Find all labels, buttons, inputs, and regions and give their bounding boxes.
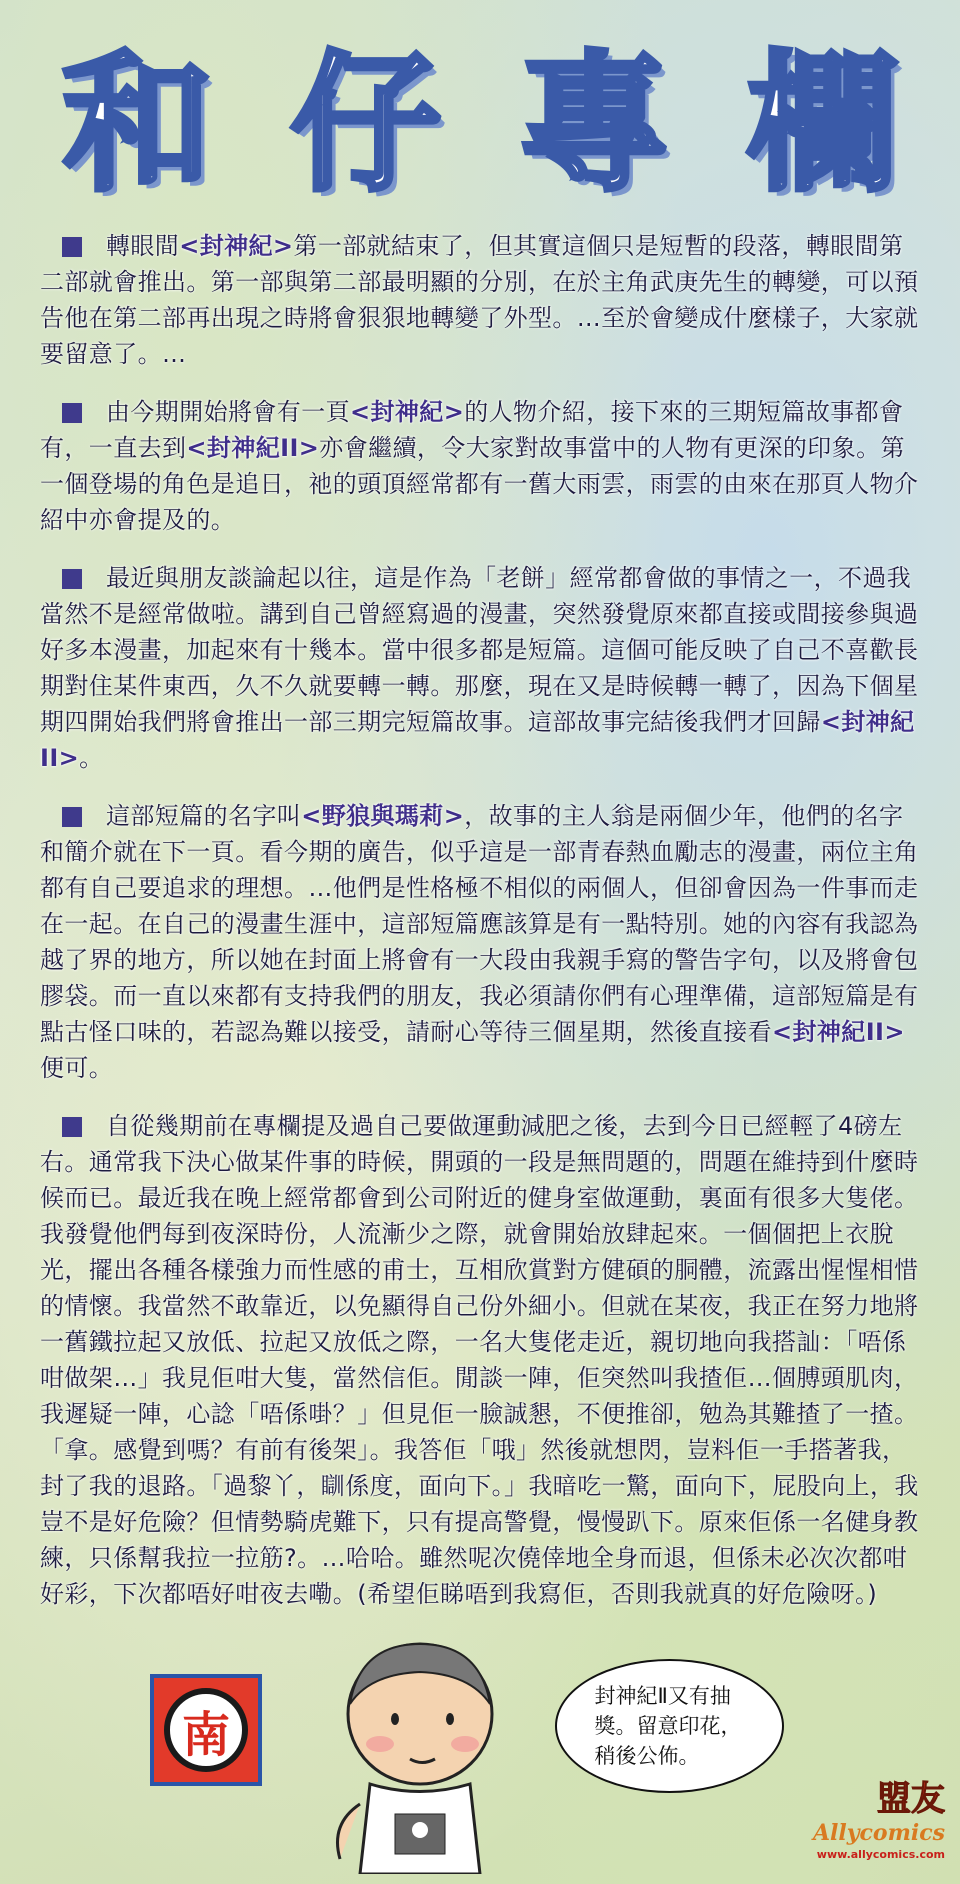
bullet-square-icon	[62, 237, 82, 257]
paragraph-text: 最近與朋友談論起以往，這是作為「老餅」經常都會做的事情之一，不過我當然不是經常做啦。講到自己曾經寫過的漫畫，突然發覺原來都直接或間接參與過好多本漫畫，加起來有十幾本。當中很多都是短篇。這個可能反映了自己不喜歡長期對住某件東西，久不久就要轉一轉。那麼，現在又是時候轉一轉了，因為下個星期四開始我們將會推出一部三期完短篇故事。這部故事完結後我們才回歸	[40, 564, 919, 736]
stamp-glyph: 南	[181, 1706, 230, 1763]
paragraph-text: 由今期開始將會有一頁	[106, 398, 350, 426]
publisher-stamp-logo	[150, 1674, 262, 1786]
column-title	[30, 40, 930, 210]
paragraph-5	[40, 1108, 920, 1612]
title-reference: <封神紀>	[179, 232, 294, 260]
speech-bubble-text: 封神紀Ⅱ又有抽獎。留意印花，稍後公佈。	[594, 1684, 742, 1768]
paragraph-text: 的人物介紹，接下來的三期短篇故事都會有，一直去到	[40, 398, 904, 462]
paragraph-3	[40, 560, 920, 776]
stamp-ring	[164, 1688, 248, 1772]
brand-url: www.allycomics.com	[816, 1848, 945, 1861]
title-reference: <封神紀II>	[772, 1018, 905, 1046]
paragraph-text: 自從幾期前在專欄提及過自己要做運動減肥之後，去到今日已經輕了4磅左右。通常我下決心做某件事的時候，開頭的一段是無問題的，問題在維持到什麼時候而已。最近我在晚上經常都會到公司附近的健身室做運動，裏面有很多大隻佬。我發覺他們每到夜深時份，人流漸少之際，就會開始放肆起來。一個個把上衣脫光，擺出各種各樣強力而性感的甫士，互相欣賞對方健碩的胴體，流露出惺惺相惜的情懷。我當然不敢靠近，以免顯得自己份外細小。但就在某夜，我正在努力地將一舊鐵拉起又放低、拉起又放低之際，一名大隻佬走近，親切地向我搭訕：「唔係咁做架…」我見佢咁大隻，當然信佢。閒談一陣，佢突然叫我揸佢…個膊頭肌肉，我遲疑一陣，心諗「唔係啩？」但見佢一臉誠懇，不便推卻，勉為其難揸了一揸。「拿。感覺到嗎？有前有後架」。我答佢「哦」然後就想閃，豈料佢一手搭著我，封了我的退路。「過黎丫，瞓係度，面向下。」我暗吃一驚，面向下，屁股向上，我豈不是好危險？但情勢騎虎難下，只有提高警覺，慢慢趴下。原來佢係一名健身教練，只係幫我拉一拉筋?。…哈哈。雖然呢次僥倖地全身而退，但係未必次次都咁好彩，下次都唔好咁夜去嘞。(希望佢睇唔到我寫佢，否則我就真的好危險呀。)	[40, 1112, 919, 1608]
bullet-square-icon	[62, 1117, 82, 1137]
paragraph-text: 第一部就結束了，但其實這個只是短暫的段落，轉眼間第二部就會推出。第一部與第二部最明顯的分別，在於主角武庚先生的轉變，可以預告他在第二部再出現之時將會狠狠地轉變了外型。…至於會變成什麼樣子，大家就要留意了。…	[40, 232, 919, 368]
brand-en: Allycomics	[812, 1820, 945, 1846]
paragraph-text: 亦會繼續，令大家對故事當中的人物有更深的印象。第一個登場的角色是追日，祂的頭頂經常都有一舊大雨雲，雨雲的由來在那頁人物介紹中亦會提及的。	[40, 434, 919, 534]
paragraph-text: ，故事的主人翁是兩個少年，他們的名字和簡介就在下一頁。看今期的廣告，似乎這是一部青春熱血勵志的漫畫，兩位主角都有自己要追求的理想。…他們是性格極不相似的兩個人，但卻會因為一件事而走在一起。在自己的漫畫生涯中，這部短篇應該算是有一點特別。她的內容有我認為越了界的地方，所以她在封面上將會有一大段由我親手寫的警告字句，以及將會包膠袋。而一直以來都有支持我們的朋友，我必須請你們有心理準備，這部短篇是有點古怪口味的，若認為難以接受，請耐心等待三個星期，然後直接看	[40, 802, 919, 1046]
title-char: 和	[62, 38, 213, 212]
brand-cn: 盟友	[877, 1779, 945, 1819]
speech-bubble	[555, 1659, 784, 1793]
bullet-square-icon	[62, 403, 82, 423]
title-reference: <封神紀>	[350, 398, 465, 426]
paragraph-text: 這部短篇的名字叫	[106, 802, 302, 830]
cartoon-character-illustration	[300, 1634, 540, 1874]
title-reference: <封神紀II>	[186, 434, 320, 462]
allycomics-logo	[800, 1779, 945, 1863]
paragraph-2	[40, 394, 920, 538]
title-char: 欄	[747, 38, 898, 212]
bottom-illustration-area	[0, 1634, 960, 1874]
bullet-square-icon	[62, 807, 82, 827]
title-reference: <封神紀II>	[40, 708, 915, 772]
title-reference: <野狼與瑪莉>	[301, 802, 465, 830]
paragraph-4	[40, 798, 920, 1086]
paragraph-text: 。	[79, 744, 104, 772]
paragraph-text: 轉眼間	[106, 232, 180, 260]
title-char: 專	[519, 38, 670, 212]
title-char: 仔	[290, 38, 441, 212]
paragraph-1	[40, 228, 920, 372]
bullet-square-icon	[62, 569, 82, 589]
paragraph-text: 便可。	[40, 1054, 114, 1082]
column-body	[40, 228, 920, 1634]
